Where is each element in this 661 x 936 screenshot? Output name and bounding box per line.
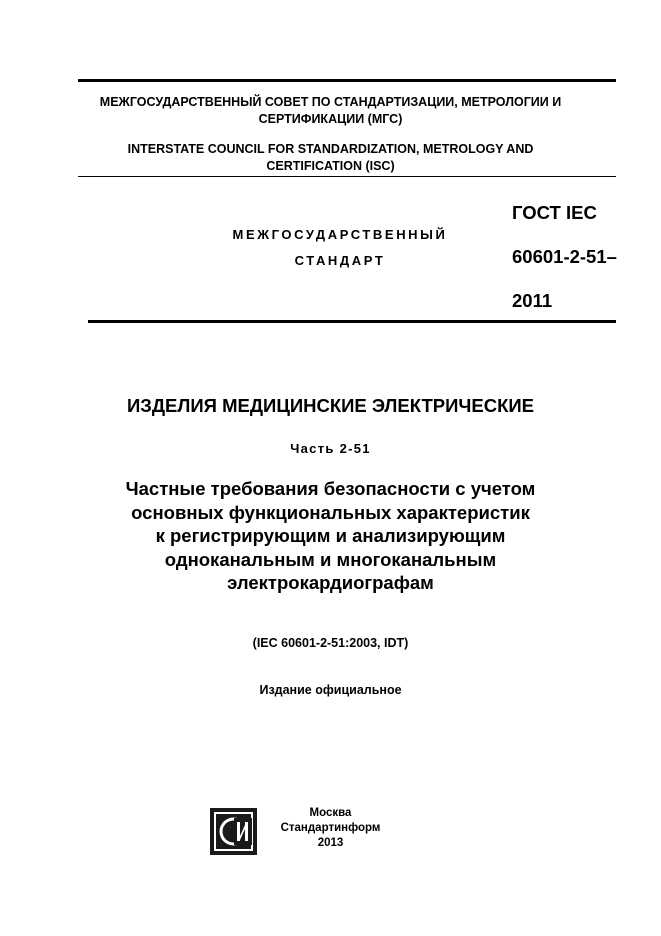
- publisher-name: Стандартинформ: [280, 822, 381, 834]
- header-bottom-rule: [88, 320, 616, 323]
- standard-code-line1: ГОСТ IEC: [512, 202, 597, 223]
- subtitle-line: электрокардиографам: [227, 572, 434, 593]
- council-name-ru-line1: МЕЖГОСУДАРСТВЕННЫЙ СОВЕТ ПО СТАНДАРТИЗАЦИИ, МЕТРОЛОГИИ И: [99, 95, 562, 109]
- standard-type-line1: МЕЖГОСУДАРСТВЕННЫЙ: [232, 227, 448, 242]
- subtitle-line: основных функциональных характеристик: [131, 501, 530, 523]
- council-divider: [78, 176, 616, 177]
- subtitle-line: Частные требования безопасности с учетом: [125, 478, 536, 499]
- council-name-ru-line2: СЕРТИФИКАЦИИ (МГС): [258, 112, 403, 126]
- subtitle-line: одноканальным и многоканальным: [164, 548, 497, 570]
- publication-year: 2013: [317, 837, 344, 849]
- standard-code-line3: 2011: [512, 290, 553, 311]
- edition-note: Издание официальное: [259, 683, 402, 697]
- standard-code-line2: 60601-2-51–: [512, 246, 617, 267]
- document-part: Часть 2-51: [290, 441, 371, 456]
- council-name-en-line2: CERTIFICATION (ISC): [266, 159, 395, 173]
- publisher-block: [0, 806, 661, 851]
- international-reference: (IEC 60601-2-51:2003, IDT): [252, 636, 409, 650]
- document-title: ИЗДЕЛИЯ МЕДИЦИНСКИЕ ЭЛЕКТРИЧЕСКИЕ: [126, 395, 535, 416]
- top-rule: [78, 79, 616, 82]
- subtitle-line: к регистрирующим и анализирующим: [155, 525, 506, 546]
- document-subtitle: [0, 477, 661, 595]
- standard-type-line2: СТАНДАРТ: [294, 253, 386, 268]
- publisher-city: Москва: [309, 807, 352, 819]
- council-name-en-line1: INTERSTATE COUNCIL FOR STANDARDIZATION, METROLOGY AND: [127, 142, 534, 156]
